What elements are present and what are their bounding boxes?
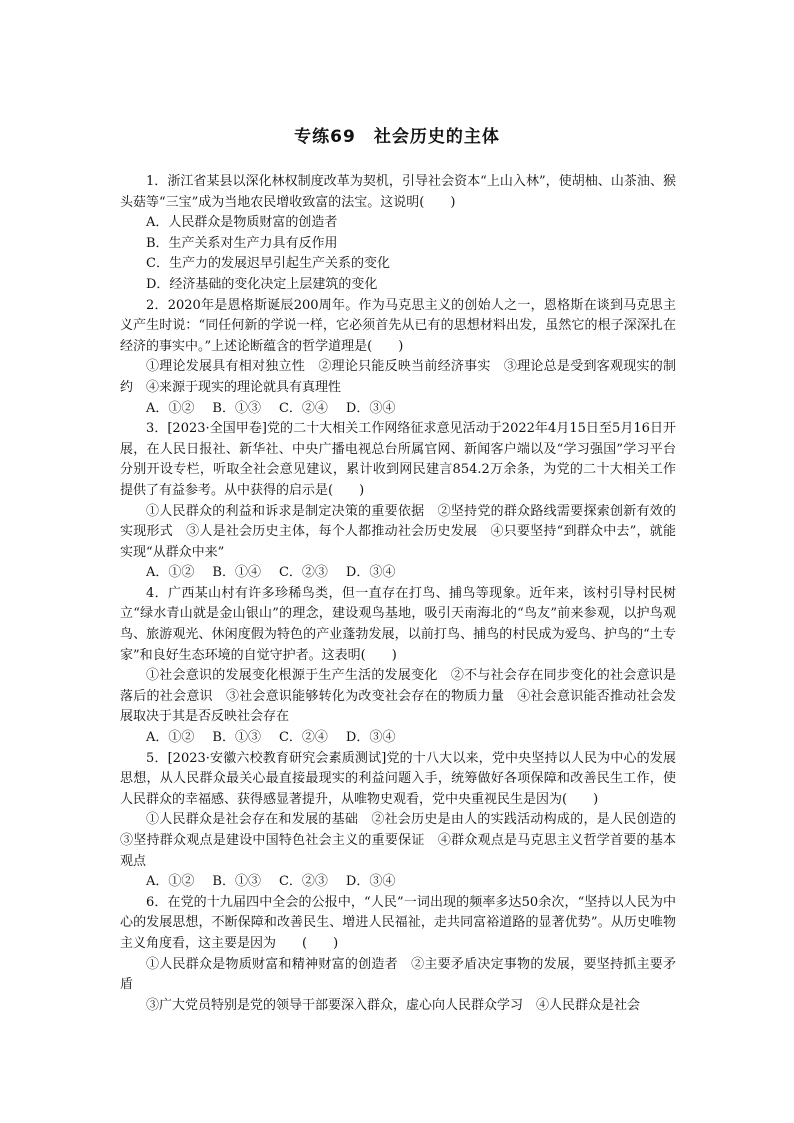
choice-a: A．①②: [146, 874, 195, 890]
choice-b: B．①③: [212, 400, 261, 416]
question-stem: 1．浙江省某县以深化林权制度改革为契机，引导社会资本“上山入林”，使胡柚、山茶油、猴头菇等“三宝”成为当地农民增收致富的法宝。这说明( ): [120, 174, 676, 210]
option-c: C．生产力的发展迟早引起生产关系的变化: [146, 256, 390, 272]
option-a: A．人民群众是物质财富的创造者: [146, 215, 338, 231]
question-6: [120, 893, 676, 1017]
question-stem: 3．[2023·全国甲卷]党的二十大相关工作网络征求意见活动于2022年4月15日至5月16日开展，在人民日报社、新华社、中央广播电视总台所属官网、新闻客户端以及“学习强国”学习平台分别开设专栏，听取全社会意见建议，累计收到网民建言854.2万余条，为党的二十大相关工作提供了有益参考。从中获得的启示是( ): [120, 421, 676, 498]
question-statements: ①社会意识的发展变化根源于生产生活的发展变化 ②不与社会存在同步变化的社会意识是落后的社会意识 ③社会意识能够转化为改变社会存在的物质力量 ④社会意识能否推动社会发展取决于其是否反映社会存在: [120, 668, 676, 725]
answer-choices: [120, 728, 676, 749]
page-title: 专练69 社会历史的主体: [294, 127, 500, 147]
choice-a: A．①②: [146, 565, 195, 581]
question-statements: ①理论发展具有相对独立性 ②理论只能反映当前经济事实 ③理论总是受到客观现实的制约 ④来源于现实的理论就具有真理性: [120, 359, 676, 395]
choice-d: D．③④: [345, 565, 396, 581]
question-2: [120, 296, 676, 420]
choice-c: C．②④: [278, 730, 328, 746]
question-stem: 2．2020年是恩格斯诞辰200周年。作为马克思主义的创始人之一，恩格斯在谈到马克思主义产生时说：“同任何新的学说一样，它必须首先从已有的思想材料出发，虽然它的根子深深扎在经济的事实中。”上述论断蕴含的哲学道理是( ): [120, 297, 676, 354]
choice-c: C．②③: [278, 565, 328, 581]
question-stem: 4．广西某山村有许多珍稀鸟类，但一直存在打鸟、捕鸟等现象。近年来，该村引导村民树立“绿水青山就是金山银山”的理念，建设观鸟基地，吸引天南海北的“鸟友”前来参观，以护鸟观鸟、旅游观光、休闲度假为特色的产业蓬勃发展，以前打鸟、捕鸟的村民成为爱鸟、护鸟的“土专家”和良好生态环境的自觉守护者。这表明( ): [120, 585, 676, 663]
choice-c: C．②④: [278, 400, 328, 416]
choice-b: B．①③: [212, 730, 261, 746]
answer-choices: [120, 872, 676, 893]
question-stem: 5．[2023·安徽六校教育研究会素质测试]党的十八大以来，党中央坚持以人民为中心的发展思想，从人民群众最关心最直接最现实的利益问题入手，统筹做好各项保障和改善民生工作，使人民群众的幸福感、获得感显著提升，从唯物史观看，党中央重视民生是因为( ): [120, 750, 676, 807]
choice-a: A．①②: [146, 400, 195, 416]
choice-d: D．③④: [345, 874, 396, 890]
question-statements: ①人民群众是社会存在和发展的基础 ②社会历史是由人的实践活动构成的，是人民创造的 ③坚持群众观点是建设中国特色社会主义的重要保证 ④群众观点是马克思主义哲学首要的基本观点: [120, 812, 690, 869]
question-4: [120, 584, 676, 749]
option-b: B．生产关系对生产力具有反作用: [146, 235, 338, 251]
question-1: [120, 172, 676, 296]
choice-c: C．②③: [278, 874, 328, 890]
question-statements: ①人民群众是物质财富和精神财富的创造者 ②主要矛盾决定事物的发展，要坚持抓主要矛盾: [120, 956, 676, 993]
choice-b: B．①③: [212, 874, 261, 890]
question-5: [120, 749, 690, 893]
answer-choices: [120, 399, 676, 420]
answer-choices: [120, 563, 676, 584]
question-list: [120, 172, 690, 1016]
question-3: [120, 419, 676, 584]
choice-a: A．①②: [146, 730, 195, 746]
choice-d: D．③④: [345, 730, 396, 746]
option-d: D．经济基础的变化决定上层建筑的变化: [146, 276, 378, 292]
question-statements: ①人民群众的利益和诉求是制定决策的重要依据 ②坚持党的群众路线需要探索创新有效的实现形式 ③人是社会历史主体，每个人都推动社会历史发展 ④只要坚持“到群众中去”，就能实现“从群众中来”: [120, 503, 676, 560]
choice-b: B．①④: [212, 565, 261, 581]
question-statements: ③广大党员特别是党的领导干部要深入群众，虚心向人民群众学习 ④人民群众是社会: [146, 997, 641, 1013]
choice-d: D．③④: [345, 400, 396, 416]
question-stem: 6．在党的十九届四中全会的公报中，“人民”一词出现的频率多达50余次，“坚持以人民为中心的发展思想，不断保障和改善民生、增进人民福祉，走共同富裕道路的显著优势”。从历史唯物主义角度看，这主要是因为 ( ): [120, 894, 676, 951]
